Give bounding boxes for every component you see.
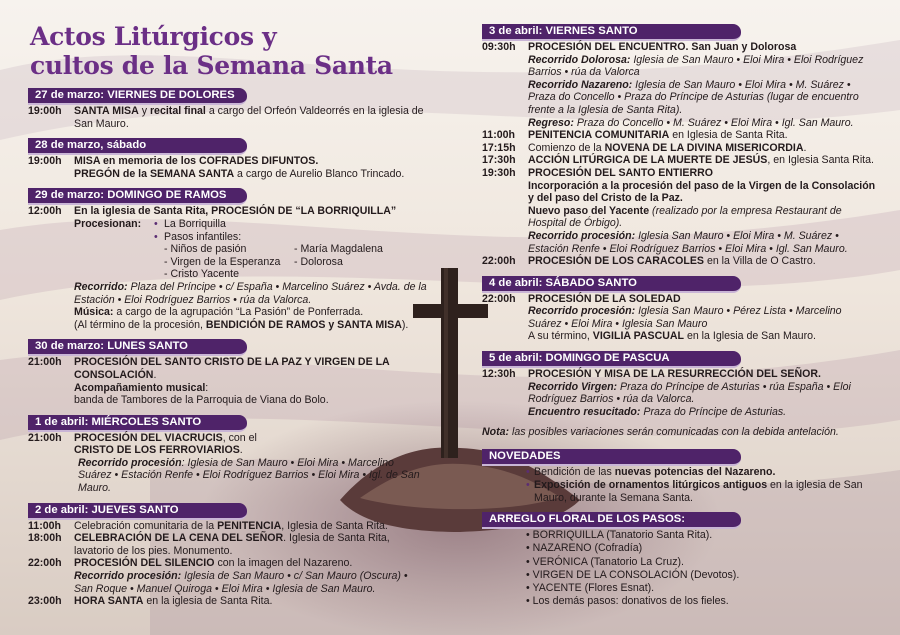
recorrido-line: Recorrido: Plaza del Príncipe • c/ España • Marcelino Suárez • Avda. de la Estación • Eloi Rodríguez Barrios • rúa da Valorca. xyxy=(74,280,427,306)
pasos-row: - Cristo Yacente xyxy=(164,268,239,281)
event-row xyxy=(28,205,428,218)
event-time: 11:00h xyxy=(482,129,515,142)
list-item: • Pasos infantiles: xyxy=(154,231,394,244)
list-item: • Bendición de las nuevas potencias del Nazareno. xyxy=(526,466,878,479)
section-header: 5 de abril: DOMINGO DE PASCUA xyxy=(482,351,741,368)
event-row xyxy=(28,520,428,533)
event-time: 11:00h xyxy=(28,519,61,532)
event-text: PENITENCIA COMUNITARIA en Iglesia de Santa Rita. xyxy=(528,129,788,142)
floral-item: • YACENTE (Flores Esnat). xyxy=(526,582,655,595)
event-time: 22:00h xyxy=(482,255,516,268)
event-text: PROCESIÓN DEL VIACRUCIS, con el CRISTO DE LOS FERROVIARIOS. xyxy=(74,431,257,457)
event-row xyxy=(28,532,428,557)
section-jueves-santo xyxy=(28,503,428,608)
event-time: 19:00h xyxy=(28,105,62,117)
cierre-line: (Al término de la procesión, BENDICIÓN DE RAMOS y SANTA MISA). xyxy=(74,318,409,331)
section-header: 4 de abril: SÁBADO SANTO xyxy=(482,276,741,293)
section-novedades xyxy=(482,449,878,504)
section-header: 3 de abril: VIERNES SANTO xyxy=(482,24,741,41)
section-header: ARREGLO FLORAL DE LOS PASOS: xyxy=(482,512,741,529)
event-time: 12:30h xyxy=(482,368,516,381)
event-time: 22:00h xyxy=(28,557,62,570)
event-text: SANTA MISA y recital final a cargo del Orfeón Valdeorrés en la iglesia de San Mauro. xyxy=(74,105,424,130)
title-line-2: cultos de la Semana Santa xyxy=(30,51,393,80)
procession-details xyxy=(28,218,428,331)
event-time: 17:15h xyxy=(482,141,516,154)
title-line-1: Actos Litúrgicos y xyxy=(30,22,277,51)
section-viernes-santo xyxy=(482,24,878,268)
section-header: NOVEDADES xyxy=(482,449,741,466)
section-header: 29 de marzo: DOMINGO DE RAMOS xyxy=(28,188,247,205)
note-text: Nota: las posibles variaciones serán comunicadas con la debida antelación. xyxy=(482,426,839,439)
event-row xyxy=(28,595,428,608)
event-time: 21:00h xyxy=(28,356,62,369)
floral-item: • Los demás pasos: donativos de los fieles. xyxy=(526,595,729,608)
event-row xyxy=(482,293,878,343)
event-time: 19:00h xyxy=(28,155,62,168)
event-text: ACCIÓN LITÚRGICA DE LA MUERTE DE JESÚS, en Iglesia Santa Rita. xyxy=(528,154,874,167)
floral-item: • VERÓNICA (Tanatorio La Cruz). xyxy=(526,555,684,568)
section-domingo-pascua xyxy=(482,351,878,418)
section-header: 27 de marzo: VIERNES DE DOLORES xyxy=(28,88,247,105)
section-sabado-santo xyxy=(482,276,878,343)
floral-item: • VIRGEN DE LA CONSOLACIÓN (Devotos). xyxy=(526,568,740,581)
event-text: PROCESIÓN DEL SANTO ENTIERRO Incorporación a la procesión del paso de la Virgen de la Consolación y del paso del Cristo de la Paz. Nuevo paso del Yacente (realizado por la empresa Restaurant de Hospital de Órbigo). Recorrido procesión: Iglesia San Mauro • Eloi Mira • M. Suárez • Estación Renfe • Eloi Rodríguez Barrios • Eloi Mira • Igl. San Mauro. xyxy=(528,166,876,255)
right-column xyxy=(482,24,878,616)
event-time: 18:00h xyxy=(28,532,62,545)
pasos-row: - Virgen de la Esperanza - Dolorosa xyxy=(164,255,343,268)
section-miercoles-santo xyxy=(28,415,428,495)
event-time: 21:00h xyxy=(28,431,62,444)
event-text: MISA en memoria de los COFRADES DIFUNTOS. PREGÓN de la SEMANA SANTA a cargo de Aurelio Blanco Trincado. xyxy=(74,155,405,180)
event-row xyxy=(28,105,428,130)
event-text: PROCESIÓN Y MISA DE LA RESURRECCIÓN DEL SEÑOR. Recorrido Virgen: Praza do Príncipe de Asturias • rúa España • Eloi Rodríguez Barrios • rúa da Valorca. Encuentro resucitado: Praza do Príncipe de Asturias. xyxy=(528,368,851,418)
event-text: Comienzo de la NOVENA DE LA DIVINA MISERICORDIA. xyxy=(528,141,807,154)
event-text: PROCESIÓN DEL SANTO CRISTO DE LA PAZ Y VIRGEN DE LA CONSOLACIÓN. Acompañamiento musical: banda de Tambores de la Parroquia de Viana do Bolo. xyxy=(74,356,390,407)
left-column xyxy=(28,22,428,616)
event-time: 22:00h xyxy=(482,292,516,305)
section-arreglo-floral xyxy=(482,512,878,608)
event-row xyxy=(482,368,878,418)
list-item: • Exposición de ornamentos litúrgicos antiguos en la iglesia de San Mauro, durante la Semana Santa. xyxy=(526,479,878,504)
section-header: 2 de abril: JUEVES SANTO xyxy=(28,503,247,520)
event-text: PROCESIÓN DE LOS CARACOLES en la Villa de O Castro. xyxy=(528,255,816,268)
event-time: 23:00h xyxy=(28,595,62,608)
musica-line: Música: a cargo de la agrupación “La Pasión” de Ponferrada. xyxy=(74,306,364,319)
page-title xyxy=(30,22,428,80)
pasos-row: - Niños de pasión - María Magdalena xyxy=(164,243,383,256)
section-header: 28 de marzo, sábado xyxy=(28,138,247,155)
event-row xyxy=(482,129,878,142)
event-row xyxy=(28,155,428,180)
event-time: 17:30h xyxy=(482,154,516,167)
event-row xyxy=(28,557,428,595)
event-row xyxy=(482,142,878,155)
floral-item: • NAZARENO (Cofradía) xyxy=(526,542,643,555)
event-time: 09:30h xyxy=(482,41,516,53)
event-text: En la iglesia de Santa Rita, PROCESIÓN DE “LA BORRIQUILLA” xyxy=(74,205,397,218)
section-domingo-ramos xyxy=(28,188,428,331)
event-text: CELEBRACIÓN DE LA CENA DEL SEÑOR. Iglesia de Santa Rita, lavatorio de los pies. Monumento. xyxy=(74,532,390,557)
procesionan-label: Procesionan: xyxy=(74,217,142,230)
list-item: • La Borriquilla xyxy=(154,218,394,231)
section-header: 30 de marzo: LUNES SANTO xyxy=(28,339,247,356)
event-text: PROCESIÓN DE LA SOLEDAD Recorrido procesión: Iglesia San Mauro • Pérez Lista • Marcelino Suárez • Eloi Mira • Iglesia San Mauro A su término, VIGILIA PASCUAL en la Iglesia de San Mauro. xyxy=(528,292,842,343)
event-row xyxy=(28,356,428,406)
event-row xyxy=(482,255,878,268)
event-text: PROCESIÓN DEL SILENCIO con la imagen del Nazareno. Recorrido procesión: Iglesia de San Mauro • c/ San Mauro (Oscura) • San Roque • Manuel Quiroga • Eloi Mira • Iglesia de San Mauro. xyxy=(74,557,408,595)
event-row xyxy=(482,167,878,255)
event-time: 12:00h xyxy=(28,205,62,218)
event-text: HORA SANTA en la iglesia de Santa Rita. xyxy=(74,595,273,608)
section-viernes-dolores xyxy=(28,88,428,130)
event-text: Celebración comunitaria de la PENITENCIA, Iglesia de Santa Rita. xyxy=(74,519,388,532)
floral-item: • BORRIQUILLA (Tanatorio Santa Rita). xyxy=(526,529,713,542)
event-row xyxy=(482,41,878,129)
event-row xyxy=(482,154,878,167)
event-time: 19:30h xyxy=(482,166,516,179)
event-text: PROCESIÓN DEL ENCUENTRO. San Juan y Dolorosa Recorrido Dolorosa: Iglesia de San Mauro • Eloi Mira • Eloi Rodríguez Barrios • rúa da Valorca Recorrido Nazareno: Iglesia de San Mauro • Eloi Mira • M. Suárez • Praza do Concello • Praza do Príncipe de Asturias (lugar de encuentro frente a la Iglesia de Santa Rita). Regreso: Praza do Concello • M. Suárez • Eloi Mira • Igl. San Mauro. xyxy=(528,41,864,129)
section-sabado-28 xyxy=(28,138,428,180)
section-lunes-santo xyxy=(28,339,428,406)
event-row xyxy=(28,432,428,457)
recorrido-line: Recorrido procesión: Iglesia de San Mauro • Eloi Mira • Marcelino Suárez • Estación Renfe • Eloi Rodríguez Barrios • Eloi Mira • Igl. de San Mauro. xyxy=(78,456,420,495)
section-header: 1 de abril: MIÉRCOLES SANTO xyxy=(28,415,247,432)
